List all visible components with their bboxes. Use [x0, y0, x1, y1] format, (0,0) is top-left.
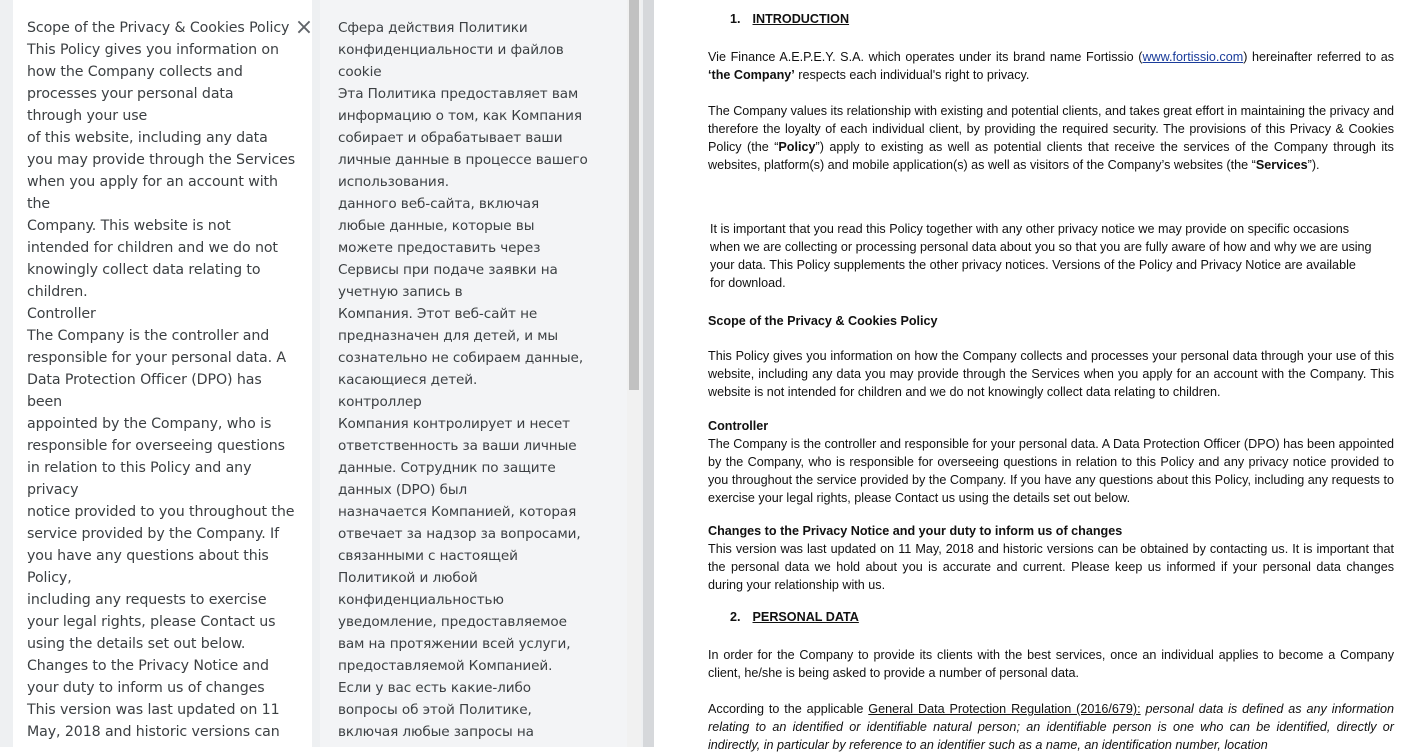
source-line: Changes to the Privacy Notice and	[27, 658, 269, 674]
panel-divider[interactable]	[643, 0, 654, 747]
target-line: вам на протяжении всей услуги,	[338, 636, 571, 652]
target-line: Сфера действия Политики	[338, 20, 528, 36]
source-line: you have any questions about this	[27, 548, 269, 564]
target-line: включая любые запросы на	[338, 724, 534, 740]
document-page	[654, 0, 1427, 752]
changes-paragraph	[708, 540, 1394, 594]
target-line: вопросы об этой Политике,	[338, 702, 532, 718]
source-line: how the Company collects and	[27, 64, 243, 80]
source-line: you may provide through the Services	[27, 152, 296, 168]
section-title: INTRODUCTION	[752, 12, 850, 26]
target-line: Политикой и любой	[338, 570, 478, 586]
source-line: when you apply for an account with	[27, 174, 278, 190]
policy-term: Policy	[778, 140, 816, 154]
scrollbar-track[interactable]	[627, 0, 641, 747]
source-line: May, 2018 and historic versions can	[27, 724, 280, 740]
source-line: of this website, including any data	[27, 130, 268, 146]
source-line: This version was last updated on 11	[27, 702, 280, 718]
section-heading-personal-data	[730, 610, 859, 624]
source-line: Scope of the Privacy & Cookies Policy	[27, 20, 290, 36]
gdpr-text-a: According to the applicable	[708, 702, 869, 716]
section-number: 2.	[730, 610, 741, 624]
values-text-c: ”).	[1307, 158, 1320, 172]
controller-heading: Controller	[708, 419, 769, 433]
personal-data-paragraph	[708, 646, 1394, 682]
source-line: The Company is the controller and	[27, 328, 270, 344]
source-line: responsible for overseeing questions	[27, 438, 285, 454]
source-line: through your use	[27, 108, 148, 124]
target-line: Сервисы при подаче заявки на	[338, 262, 558, 278]
target-line: ответственность за ваши личные	[338, 438, 577, 454]
source-line: using the details set out below.	[27, 636, 246, 652]
target-line: можете предоставить через	[338, 240, 541, 256]
values-text-a: The Company values its relationship with existing and potential clients, and takes great effort in maintaining the privacy and therefore the loyalty of each individual client, by providing the required security. The provisions of this Privacy & Cookies Policy (the “	[708, 104, 1394, 154]
section-title: PERSONAL DATA	[752, 610, 859, 624]
controller-text: The Company is the controller and responsible for your personal data. A Data Protection Officer (DPO) has been appointed by the Company, who is responsible for overseeing questions in relation to this Policy and any privacy notice provided to you throughout the service provided by the Company. If you have any questions about this Policy, including any requests to exercise your legal rights, please Contact us using the details set out below.	[708, 437, 1394, 505]
scope-heading: Scope of the Privacy & Cookies Policy	[708, 314, 938, 328]
intro-company-term: ‘the Company’	[708, 68, 795, 82]
target-line: Компания. Этот веб-сайт не	[338, 306, 538, 322]
target-line: конфиденциальностью	[338, 592, 504, 608]
target-line: Эта Политика предоставляет вам	[338, 86, 579, 102]
values-text-b: ”) apply to existing as well as potential clients that receive the services of the Company through its websites, platform(s) and mobile application(s) as well as visitors of the Company’s websites (the “	[708, 140, 1394, 172]
read-policy-paragraph	[710, 220, 1374, 292]
target-line: контроллер	[338, 394, 422, 410]
changes-heading: Changes to the Privacy Notice and your duty to inform us of changes	[708, 524, 1123, 538]
source-line: been	[27, 394, 63, 410]
target-line: предоставляемой Компанией.	[338, 658, 553, 674]
target-line: уведомление, предоставляемое	[338, 614, 567, 630]
gdpr-paragraph	[708, 700, 1394, 754]
source-line: responsible for your personal data. A	[27, 350, 287, 366]
target-line: данного веб-сайта, включая	[338, 196, 540, 212]
translation-text-lines	[338, 17, 588, 743]
target-line: данных (DPO) был	[338, 482, 468, 498]
personal-data-text: In order for the Company to provide its clients with the best services, once an individual applies to become a Company client, he/she is being asked to provide a number of personal data.	[708, 648, 1394, 680]
changes-text: This version was last updated on 11 May, 2018 and historic versions can be obtained by contacting us. It is important that the personal data we hold about you is accurate and current. Please keep us informed if your personal data changes during your relationship with us.	[708, 542, 1394, 592]
section-heading-introduction	[730, 12, 849, 26]
target-line: информацию о том, как Компания	[338, 108, 582, 124]
source-line: processes your personal data	[27, 86, 234, 102]
intro-text-a: Vie Finance A.E.P.E.Y. S.A. which operates under its brand name Fortissio (	[708, 50, 1143, 64]
source-line: privacy	[27, 482, 79, 498]
source-line: notice provided to you throughout the	[27, 504, 295, 520]
target-line: собирает и обрабатывает ваши	[338, 130, 563, 146]
target-line: использования.	[338, 174, 449, 190]
source-line: Policy,	[27, 570, 72, 586]
source-line: children.	[27, 284, 88, 300]
source-text-lines	[27, 17, 295, 743]
intro-paragraph	[708, 48, 1394, 84]
target-line: отвечает за надзор за вопросами,	[338, 526, 581, 542]
target-line: назначается Компанией, которая	[338, 504, 577, 520]
gdpr-reference: General Data Protection Regulation (2016/679):	[868, 702, 1141, 716]
target-line: личные данные в процессе вашего	[338, 152, 588, 168]
read-policy-text: It is important that you read this Policy together with any other privacy notice we may provide on specific occasions when we are collecting or processing personal data about you so that you are fully aware of how and why we are using your data. This Policy supplements the other privacy notices. Versions of the Policy and Privacy Notice are available for download.	[710, 222, 1372, 290]
source-line: in relation to this Policy and any	[27, 460, 252, 476]
source-line: your duty to inform us of changes	[27, 680, 265, 696]
scope-paragraph	[708, 347, 1394, 401]
section-number: 1.	[730, 12, 741, 26]
scrollbar-thumb[interactable]	[629, 0, 639, 390]
target-line: данные. Сотрудник по защите	[338, 460, 556, 476]
translation-text-pane	[320, 0, 627, 747]
company-website-link[interactable]: www.fortissio.com	[1142, 50, 1244, 64]
source-line: including any requests to exercise	[27, 592, 267, 608]
values-paragraph	[708, 102, 1394, 174]
source-line: Controller	[27, 306, 96, 322]
source-line: Company. This website is not	[27, 218, 231, 234]
intro-text-b: ) hereinafter referred to as	[1243, 50, 1394, 64]
source-line: your legal rights, please Contact us	[27, 614, 276, 630]
target-line: любые данные, которые вы	[338, 218, 535, 234]
source-line: Data Protection Officer (DPO) has	[27, 372, 262, 388]
services-term: Services	[1255, 158, 1308, 172]
source-line: appointed by the Company, who is	[27, 416, 272, 432]
source-line: This Policy gives you information on	[27, 42, 279, 58]
target-line: сознательно не собираем данные,	[338, 350, 584, 366]
target-line: предназначен для детей, и мы	[338, 328, 558, 344]
translator-panel	[0, 0, 643, 747]
gdpr-definition: personal data is defined as any information relating to an identified or identifiable natural person; an identifiable person is one who can be identified, directly or indirectly, in particular by reference to an identifier such as a name, an identification number, location	[708, 702, 1394, 752]
source-line: the	[27, 196, 50, 212]
target-line: конфиденциальности и файлов	[338, 42, 564, 58]
scope-text: This Policy gives you information on how the Company collects and processes your personal data through your use of this website, including any data you may provide through the Services when you apply for an account with the Company. This website is not intended for children and we do not knowingly collect data relating to children.	[708, 349, 1394, 399]
close-icon[interactable]: ×	[294, 15, 314, 40]
intro-text-c: respects each individual's right to privacy.	[794, 68, 1030, 82]
target-line: Если у вас есть какие-либо	[338, 680, 531, 696]
target-line: касающиеся детей.	[338, 372, 478, 388]
source-line: intended for children and we do not	[27, 240, 278, 256]
source-line: service provided by the Company. If	[27, 526, 279, 542]
target-line: Компания контролирует и несет	[338, 416, 571, 432]
source-text-pane[interactable]	[13, 0, 312, 747]
target-line: учетную запись в	[338, 284, 463, 300]
target-line: связанными с настоящей	[338, 548, 518, 564]
controller-paragraph	[708, 435, 1394, 507]
source-line: knowingly collect data relating to	[27, 262, 261, 278]
target-line: cookie	[338, 64, 382, 80]
